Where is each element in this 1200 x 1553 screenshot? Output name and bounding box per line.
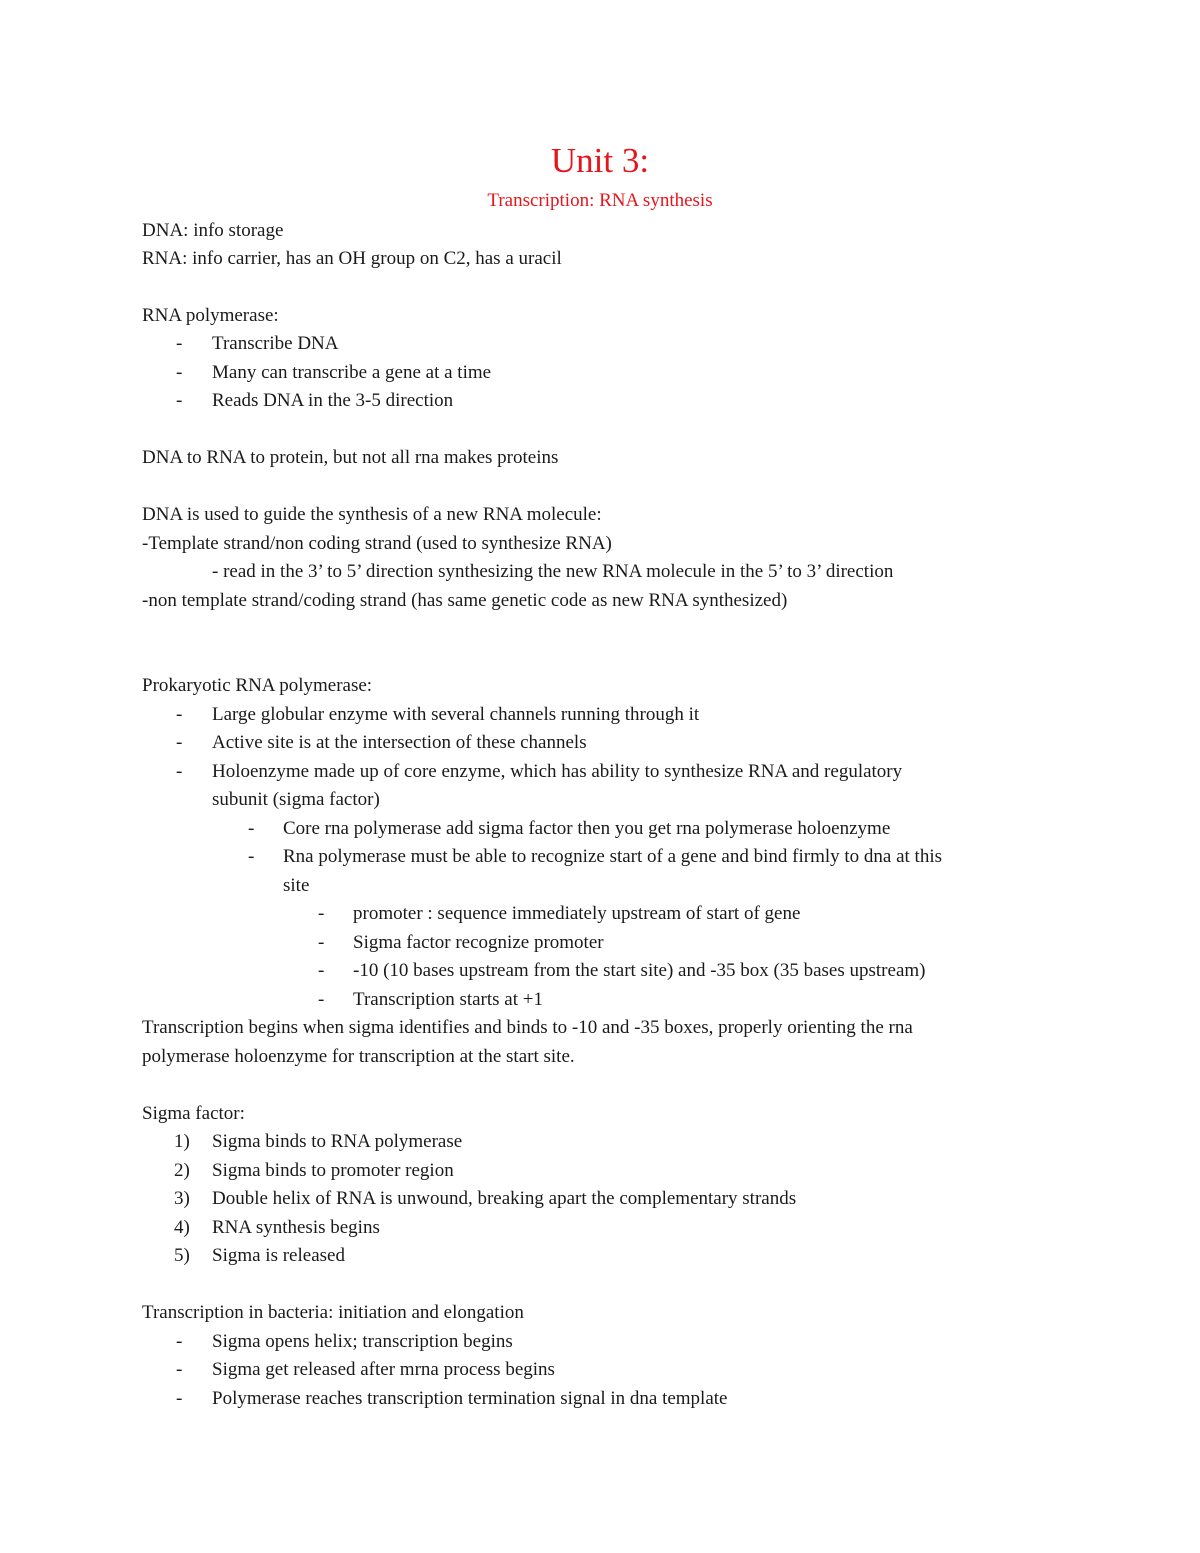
list-number: 4)	[174, 1217, 190, 1238]
bullet-dash: -	[318, 903, 325, 924]
list-item: Many can transcribe a gene at a time	[212, 362, 492, 383]
list-number: 2)	[174, 1160, 190, 1181]
dna-definition: DNA: info storage	[142, 220, 284, 241]
list-item: Holoenzyme made up of core enzyme, which has ability to synthesize RNA and regulatory	[212, 761, 903, 782]
rna-polymerase-heading: RNA polymerase:	[142, 305, 279, 326]
numbered-item: RNA synthesis begins	[212, 1217, 380, 1238]
rna-definition: RNA: info carrier, has an OH group on C2, has a uracil	[142, 248, 562, 269]
bullet-dash: -	[248, 818, 255, 839]
bullet-dash: -	[176, 1359, 183, 1380]
list-item: Reads DNA in the 3-5 direction	[212, 390, 454, 411]
numbered-item: Sigma is released	[212, 1245, 345, 1266]
list-item: Active site is at the intersection of these channels	[212, 732, 587, 753]
numbered-item: Double helix of RNA is unwound, breaking apart the complementary strands	[212, 1188, 797, 1209]
sub-sub-list-item: promoter : sequence immediately upstream of start of gene	[353, 903, 801, 924]
bacteria-heading: Transcription in bacteria: initiation and elongation	[142, 1302, 524, 1323]
list-item: Transcribe DNA	[212, 333, 339, 354]
list-item: Sigma get released after mrna process begins	[212, 1359, 555, 1380]
bullet-dash: -	[176, 704, 183, 725]
nontemplate-strand-line: -non template strand/coding strand (has same genetic code as new RNA synthesized)	[142, 590, 788, 611]
list-number: 3)	[174, 1188, 190, 1209]
sub-list-item-continuation: site	[283, 875, 310, 896]
bullet-dash: -	[318, 989, 325, 1010]
bullet-dash: -	[176, 732, 183, 753]
list-number: 1)	[174, 1131, 190, 1152]
bullet-dash: -	[318, 932, 325, 953]
prokaryotic-heading: Prokaryotic RNA polymerase:	[142, 675, 373, 696]
central-dogma-line: DNA to RNA to protein, but not all rna makes proteins	[142, 447, 559, 468]
sub-sub-list-item: Transcription starts at +1	[353, 989, 543, 1010]
bullet-dash: -	[176, 333, 183, 354]
bullet-dash: -	[176, 1331, 183, 1352]
sub-list-item: Rna polymerase must be able to recognize start of a gene and bind firmly to dna at this	[283, 846, 942, 867]
sub-sub-list-item: Sigma factor recognize promoter	[353, 932, 604, 953]
numbered-item: Sigma binds to promoter region	[212, 1160, 454, 1181]
numbered-item: Sigma binds to RNA polymerase	[212, 1131, 463, 1152]
sub-list-item: Core rna polymerase add sigma factor then you get rna polymerase holoenzyme	[283, 818, 891, 839]
list-item: Sigma opens helix; transcription begins	[212, 1331, 513, 1352]
page-title: Unit 3:	[550, 141, 650, 180]
bullet-dash: -	[248, 846, 255, 867]
list-number: 5)	[174, 1245, 190, 1266]
bullet-dash: -	[318, 960, 325, 981]
guide-heading: DNA is used to guide the synthesis of a new RNA molecule:	[142, 504, 602, 525]
summary-line: polymerase holoenzyme for transcription at the start site.	[142, 1046, 575, 1067]
summary-line: Transcription begins when sigma identifies and binds to -10 and -35 boxes, properly orienting the rna	[142, 1017, 913, 1038]
list-item: Polymerase reaches transcription termination signal in dna template	[212, 1388, 728, 1409]
list-item: Large globular enzyme with several channels running through it	[212, 704, 700, 725]
bullet-dash: -	[176, 1388, 183, 1409]
template-strand-line: -Template strand/non coding strand (used to synthesize RNA)	[142, 533, 612, 554]
bullet-dash: -	[176, 390, 183, 411]
page-subtitle: Transcription: RNA synthesis	[487, 190, 713, 211]
bullet-dash: -	[176, 362, 183, 383]
sigma-factor-heading: Sigma factor:	[142, 1103, 245, 1124]
bullet-dash: -	[176, 761, 183, 782]
read-direction-line: - read in the 3’ to 5’ direction synthesizing the new RNA molecule in the 5’ to 3’ direction	[212, 561, 894, 582]
sub-sub-list-item: -10 (10 bases upstream from the start site) and -35 box (35 bases upstream)	[353, 960, 926, 981]
list-item-continuation: subunit (sigma factor)	[212, 789, 380, 810]
